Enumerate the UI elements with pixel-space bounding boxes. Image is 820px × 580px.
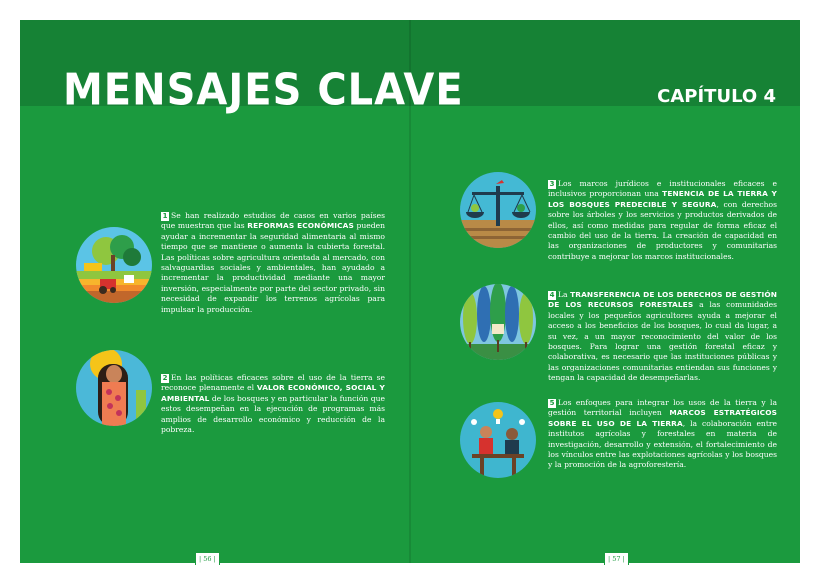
key-message-3 (548, 179, 777, 262)
key-message-5 (548, 398, 777, 471)
woman-harvest-icon (76, 350, 152, 426)
message-number: 1 (162, 212, 168, 220)
page-title: MENSAJES CLAVE (63, 64, 464, 116)
message-highlight: TENENCIA DE LA TIERRA Y LOS BOSQUES PREDECIBLE Y SEGURA (548, 189, 778, 209)
message-text-start: Los marcos jurídicos e institucionales eficaces e inclusivos proporcionan una (548, 179, 777, 199)
message-highlight: VALOR ECONÓMICO, SOCIAL Y AMBIENTAL (161, 383, 385, 403)
page-spread (20, 20, 800, 563)
message-number: 4 (549, 291, 555, 299)
key-message-2 (161, 373, 385, 435)
message-text-start: Se han realizado estudios de casos en varios países que muestran que las (161, 211, 385, 231)
message-number: 3 (549, 180, 555, 188)
message-text-start: En las políticas eficaces sobre el uso de la tierra se reconoce plenamente el (161, 373, 385, 393)
message-text-end: a las comunidades locales y los pequeños agricultores ayuda a mejorar el acceso a los beneficios de los bosques, lo cual da lugar, a su vez, a un mayor reconocimiento del valor de los bosques. Para lograr una gestión forestal eficaz y colaborativa, es necesario que las instituciones públicas y las organizaciones comunitarias entiendan sus funciones y tengan la capacidad de desempeñarlas. (548, 300, 777, 383)
message-number: 2 (162, 374, 168, 382)
message-number: 5 (549, 399, 555, 407)
balance-scale-icon (460, 172, 536, 248)
message-text-end: , con derechos sobre los árboles y los servicios y productos derivados de ellos, así como medidas para regular de forma eficaz el cambio del uso de la tierra. La creación de capacidad en las organizaciones de productores y comunitarias contribuye a mejorar los marcos institucionales. (548, 199, 777, 261)
key-message-4 (548, 290, 777, 384)
message-highlight: TRANSFERENCIA DE LOS DERECHOS DE GESTIÓN DE LOS RECURSOS FORESTALES (548, 290, 777, 310)
message-text-end: pueden ayudar a incrementar la seguridad alimentaria al mismo tiempo que se mantiene o aumenta la cubierta forestal. Las políticas sobre agricultura orientada al mercado, con salvaguardias sociales y ambientales, han ayudado a incrementar la productividad mediante una mayor inversión, especialmente por parte del sector privado, sin necesidad de expandir los terrenos agrícolas para impulsar la producción. (161, 221, 385, 314)
message-text-end: de los bosques y en particular la función que estos desempeñan en la ejecución de programas más amplios de desarrollo económico y reducción de la pobreza. (161, 393, 385, 435)
message-text-end: , la colaboración entre institutos agrícolas y forestales en materia de investigación, desarrollo y extensión, el fortalecimiento de los vínculos entre las explotaciones agrícolas y los bosques y la promoción de la agroforestería. (548, 418, 778, 470)
page-number-left: | 56 | (195, 553, 220, 565)
page-number-right: | 57 | (604, 553, 629, 565)
collaboration-people-icon (460, 402, 536, 478)
message-highlight: REFORMAS ECONÓMICAS (247, 221, 354, 231)
message-text-start: La (558, 290, 571, 299)
farm-landscape-icon (76, 227, 152, 303)
chapter-label: CAPÍTULO 4 (657, 86, 776, 107)
forest-trees-icon (460, 284, 536, 360)
key-message-1 (161, 211, 385, 315)
message-highlight: MARCOS ESTRATÉGICOS SOBRE EL USO DE LA TIERRA (548, 408, 778, 428)
message-text-start: Los enfoques para integrar los usos de la tierra y la gestión territorial incluyen (548, 398, 777, 418)
